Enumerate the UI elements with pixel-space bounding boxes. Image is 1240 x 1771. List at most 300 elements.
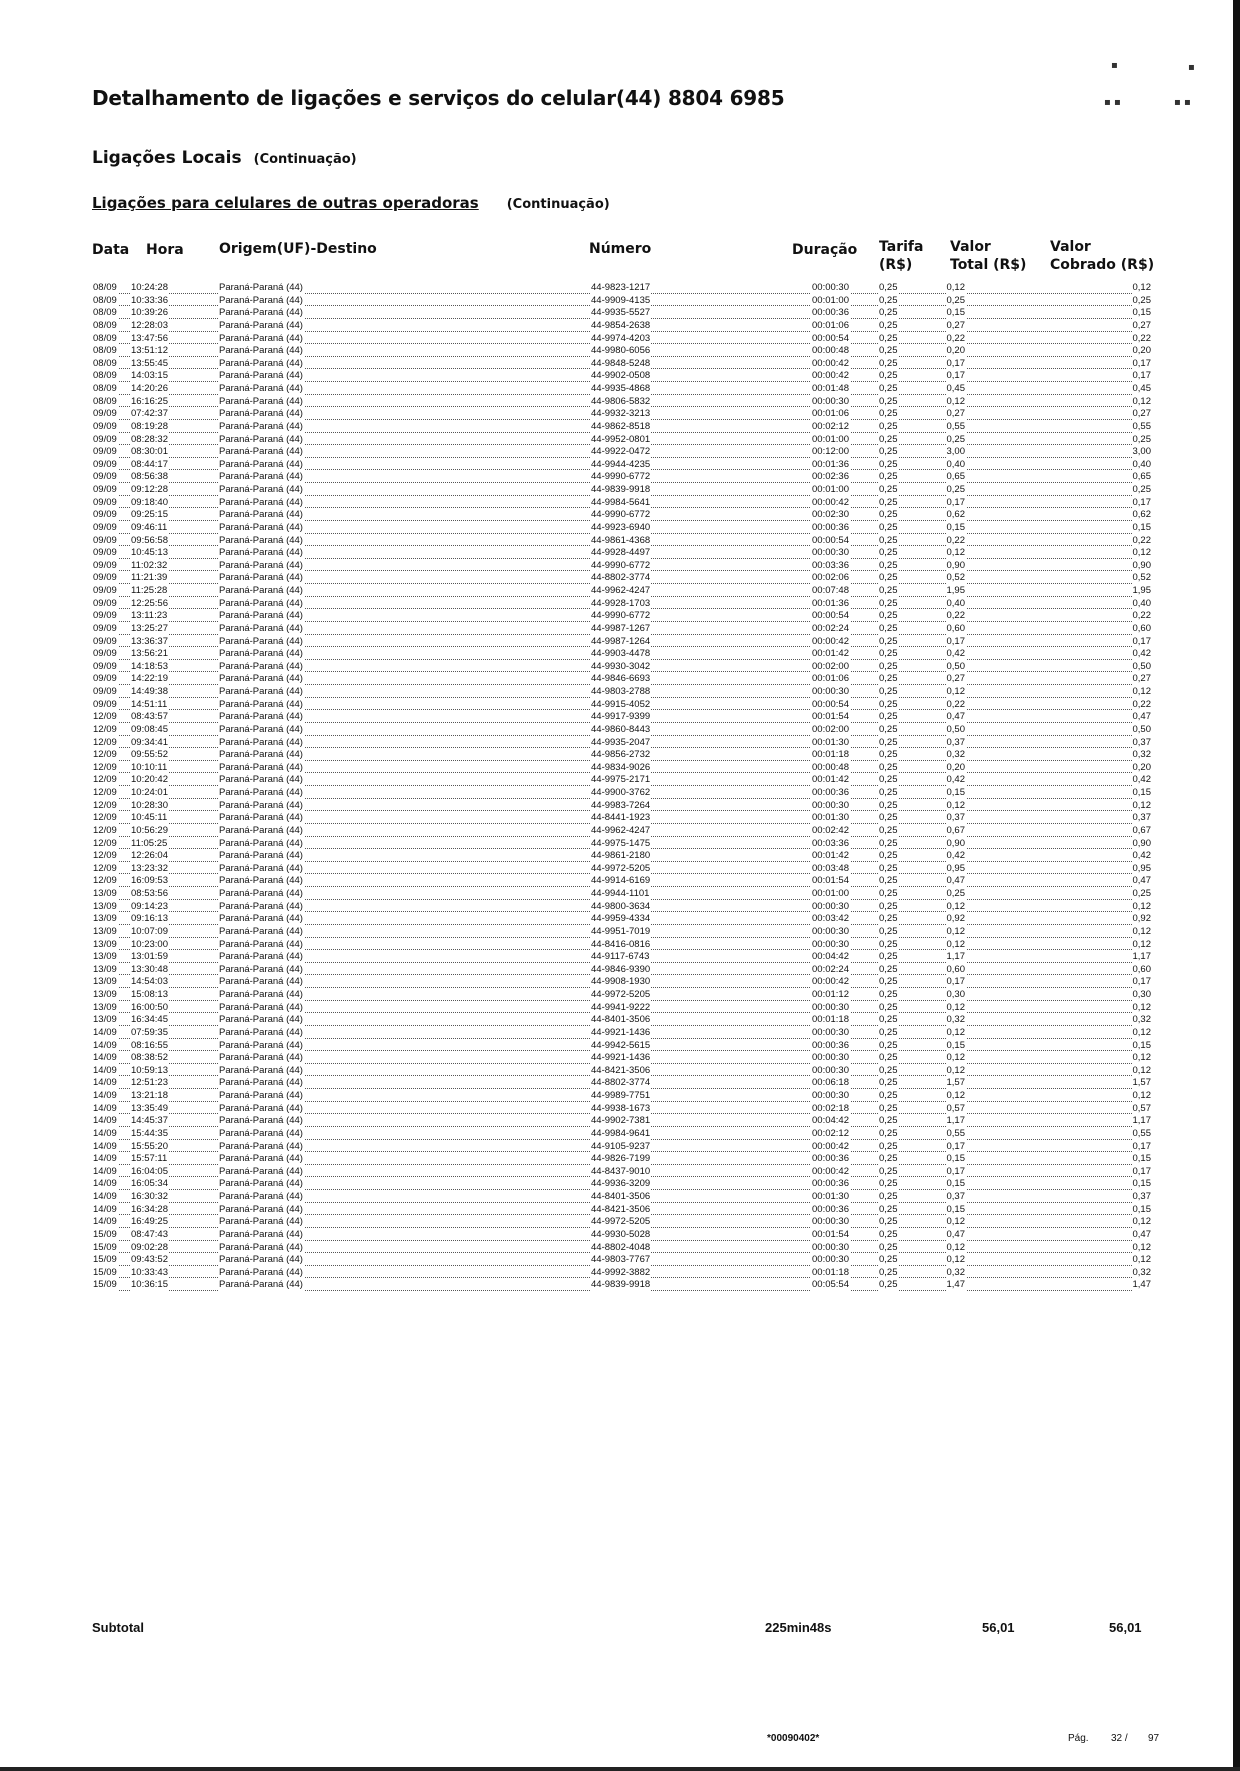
row-time: 13:11:23 — [131, 610, 168, 622]
row-origin: Paraná-Paraná (44) — [219, 989, 303, 1000]
row-total: 3,00 — [946, 446, 965, 458]
row-origin: Paraná-Paraná (44) — [219, 1165, 303, 1177]
row-date: 13/09 — [93, 976, 117, 988]
row-time: 10:45:13 — [131, 547, 168, 559]
row-number: 44-8421-3506 — [591, 1203, 651, 1215]
row-time: 11:21:39 — [131, 572, 168, 584]
row-total: 0,95 — [946, 862, 965, 874]
row-origin: Paraná-Paraná (44) — [219, 799, 303, 811]
row-origin: Paraná-Paraná (44) — [219, 585, 303, 596]
row-origin: Paraná-Paraná (44) — [219, 648, 303, 660]
row-rate: 0,25 — [879, 585, 898, 596]
row-charged: 0,50 — [1132, 660, 1151, 672]
row-rate: 0,25 — [879, 357, 898, 369]
table-row — [92, 1027, 1152, 1040]
row-charged: 0,45 — [1132, 383, 1151, 394]
row-origin: Paraná-Paraná (44) — [219, 408, 303, 420]
row-date: 08/09 — [93, 332, 117, 344]
row-origin: Paraná-Paraná (44) — [219, 1077, 303, 1089]
row-rate: 0,25 — [879, 572, 898, 584]
row-rate: 0,25 — [879, 307, 898, 319]
header-valor-total — [950, 238, 1026, 274]
row-charged: 0,15 — [1132, 787, 1151, 798]
header-data: Data — [92, 242, 130, 258]
table-row — [92, 850, 1152, 863]
row-rate: 0,25 — [879, 736, 898, 748]
table-row — [92, 1090, 1152, 1103]
row-time: 10:24:01 — [131, 787, 168, 798]
table-row — [92, 636, 1152, 649]
row-rate: 0,25 — [879, 660, 898, 672]
row-number: 44-9105-9237 — [591, 1140, 651, 1152]
header-valor-cobrado — [1050, 238, 1154, 274]
row-time: 08:19:28 — [131, 420, 168, 432]
row-origin: Paraná-Paraná (44) — [219, 282, 303, 293]
row-total: 1,17 — [946, 1115, 965, 1127]
row-number: 44-9803-2788 — [591, 686, 651, 697]
row-date: 14/09 — [93, 1077, 117, 1089]
row-number: 44-9908-1930 — [591, 976, 651, 988]
row-duration: 00:01:06 — [812, 673, 849, 685]
row-rate: 0,25 — [879, 1090, 898, 1101]
row-charged: 0,67 — [1132, 824, 1151, 836]
table-row — [92, 888, 1152, 901]
table-row — [92, 1052, 1152, 1065]
row-charged: 0,47 — [1132, 1228, 1151, 1240]
row-origin: Paraná-Paraná (44) — [219, 332, 303, 344]
row-rate: 0,25 — [879, 938, 898, 950]
row-date: 08/09 — [93, 370, 117, 382]
row-duration: 00:00:30 — [812, 1216, 849, 1228]
row-total: 0,32 — [946, 749, 965, 761]
row-number: 44-8441-1923 — [591, 812, 651, 824]
row-rate: 0,25 — [879, 749, 898, 761]
table-row — [92, 333, 1152, 346]
row-date: 08/09 — [93, 395, 117, 407]
table-row — [92, 762, 1152, 775]
row-total: 0,12 — [946, 686, 965, 697]
row-origin: Paraná-Paraná (44) — [219, 559, 303, 571]
table-row — [92, 383, 1152, 396]
row-date: 15/09 — [93, 1254, 117, 1266]
row-duration: 00:00:30 — [812, 900, 849, 912]
table-row — [92, 1229, 1152, 1242]
row-date: 09/09 — [93, 534, 117, 546]
row-duration: 00:00:30 — [812, 686, 849, 697]
row-time: 14:51:11 — [131, 698, 168, 710]
row-rate: 0,25 — [879, 471, 898, 483]
row-duration: 00:01:30 — [812, 1191, 849, 1202]
row-number: 44-9944-1101 — [591, 888, 650, 899]
row-number: 44-9980-6056 — [591, 345, 651, 357]
row-number: 44-8416-0816 — [591, 938, 651, 950]
table-row — [92, 1141, 1152, 1154]
row-charged: 0,12 — [1132, 1241, 1151, 1253]
row-rate: 0,25 — [879, 1228, 898, 1240]
row-origin: Paraná-Paraná (44) — [219, 774, 303, 786]
row-number: 44-9854-2638 — [591, 319, 651, 331]
row-total: 0,15 — [946, 521, 965, 533]
row-date: 12/09 — [93, 875, 117, 887]
row-number: 44-9972-5205 — [591, 989, 651, 1000]
row-total: 0,25 — [946, 484, 965, 495]
table-row — [92, 1002, 1152, 1015]
table-row — [92, 610, 1152, 623]
row-total: 0,12 — [946, 1001, 965, 1013]
row-rate: 0,25 — [879, 888, 898, 899]
row-number: 44-9941-9222 — [591, 1001, 651, 1013]
row-charged: 0,12 — [1132, 547, 1151, 559]
table-row — [92, 989, 1152, 1002]
row-origin: Paraná-Paraná (44) — [219, 1039, 303, 1051]
scan-marks: ▪ ▪ ▪ ▪ ▪ ▪ — [1104, 60, 1195, 108]
row-total: 0,22 — [946, 534, 965, 546]
table-row — [92, 1115, 1152, 1128]
row-date: 09/09 — [93, 420, 117, 432]
row-total: 1,47 — [946, 1279, 965, 1291]
row-charged: 0,20 — [1132, 345, 1151, 357]
scan-edge — [1233, 0, 1240, 1771]
row-charged: 0,12 — [1132, 1052, 1151, 1064]
row-rate: 0,25 — [879, 963, 898, 975]
row-total: 0,25 — [946, 294, 965, 306]
row-origin: Paraná-Paraná (44) — [219, 484, 303, 495]
row-origin: Paraná-Paraná (44) — [219, 446, 303, 458]
row-time: 16:49:25 — [131, 1216, 168, 1228]
document-title: Detalhamento de ligações e serviços do celular(44) 8804 6985 — [92, 86, 785, 110]
row-origin: Paraná-Paraná (44) — [219, 875, 303, 887]
row-time: 16:09:53 — [131, 875, 168, 887]
row-duration: 00:02:12 — [812, 420, 849, 432]
row-time: 12:51:23 — [131, 1077, 168, 1089]
row-time: 14:22:19 — [131, 673, 168, 685]
row-number: 44-9846-6693 — [591, 673, 651, 685]
row-duration: 00:02:36 — [812, 471, 849, 483]
row-date: 14/09 — [93, 1165, 117, 1177]
row-charged: 0,17 — [1132, 496, 1151, 508]
row-charged: 0,42 — [1132, 774, 1151, 786]
row-time: 16:16:25 — [131, 395, 168, 407]
row-duration: 00:01:30 — [812, 736, 849, 748]
row-time: 08:38:52 — [131, 1052, 168, 1064]
row-date: 12/09 — [93, 862, 117, 874]
row-duration: 00:01:18 — [812, 1266, 849, 1278]
row-total: 0,12 — [946, 1241, 965, 1253]
row-origin: Paraná-Paraná (44) — [219, 635, 303, 647]
row-charged: 0,37 — [1132, 1191, 1151, 1202]
row-date: 09/09 — [93, 635, 117, 647]
row-rate: 0,25 — [879, 862, 898, 874]
row-date: 14/09 — [93, 1026, 117, 1038]
table-row — [92, 1191, 1152, 1204]
row-time: 14:49:38 — [131, 686, 168, 697]
row-charged: 0,12 — [1132, 925, 1151, 937]
row-date: 09/09 — [93, 673, 117, 685]
row-duration: 00:00:42 — [812, 496, 849, 508]
table-row — [92, 1103, 1152, 1116]
footer-code: *00090402* — [767, 1733, 820, 1744]
row-time: 15:44:35 — [131, 1127, 168, 1139]
row-rate: 0,25 — [879, 1216, 898, 1228]
row-charged: 1,57 — [1132, 1077, 1151, 1089]
table-row — [92, 1065, 1152, 1078]
row-total: 0,15 — [946, 307, 965, 319]
row-duration: 00:00:36 — [812, 1178, 849, 1190]
subsection-title-text: Ligações para celulares de outras operadoras — [92, 194, 479, 212]
row-time: 10:45:11 — [131, 812, 168, 824]
row-origin: Paraná-Paraná (44) — [219, 787, 303, 798]
row-total: 0,90 — [946, 559, 965, 571]
row-time: 08:53:56 — [131, 888, 168, 899]
header-tarifa-line2: (R$) — [879, 257, 913, 273]
row-time: 13:35:49 — [131, 1102, 168, 1114]
table-row — [92, 1153, 1152, 1166]
row-total: 1,95 — [946, 585, 965, 596]
row-rate: 0,25 — [879, 989, 898, 1000]
row-origin: Paraná-Paraná (44) — [219, 572, 303, 584]
row-origin: Paraná-Paraná (44) — [219, 850, 303, 862]
row-total: 0,47 — [946, 875, 965, 887]
row-rate: 0,25 — [879, 1026, 898, 1038]
row-number: 44-9923-6940 — [591, 521, 651, 533]
table-row — [92, 446, 1152, 459]
row-total: 0,27 — [946, 673, 965, 685]
row-rate: 0,25 — [879, 622, 898, 634]
row-rate: 0,25 — [879, 774, 898, 786]
row-number: 44-8421-3506 — [591, 1064, 651, 1076]
table-row — [92, 737, 1152, 750]
row-charged: 0,37 — [1132, 812, 1151, 824]
row-total: 0,17 — [946, 357, 965, 369]
table-row — [92, 434, 1152, 447]
row-charged: 0,40 — [1132, 458, 1151, 470]
row-total: 0,32 — [946, 1266, 965, 1278]
row-origin: Paraná-Paraná (44) — [219, 1178, 303, 1190]
row-time: 08:16:55 — [131, 1039, 168, 1051]
row-date: 14/09 — [93, 1052, 117, 1064]
row-origin: Paraná-Paraná (44) — [219, 824, 303, 836]
table-row — [92, 1267, 1152, 1280]
row-duration: 00:00:30 — [812, 395, 849, 407]
row-time: 11:02:32 — [131, 559, 168, 571]
row-number: 44-9932-3213 — [591, 408, 651, 420]
table-row — [92, 572, 1152, 585]
row-origin: Paraná-Paraná (44) — [219, 673, 303, 685]
section-title-text: Ligações Locais — [92, 148, 242, 168]
row-date: 14/09 — [93, 1216, 117, 1228]
row-number: 44-9972-5205 — [591, 1216, 651, 1228]
row-time: 13:25:27 — [131, 622, 168, 634]
row-origin: Paraná-Paraná (44) — [219, 1266, 303, 1278]
row-rate: 0,25 — [879, 925, 898, 937]
row-duration: 00:03:42 — [812, 913, 849, 925]
row-time: 10:20:42 — [131, 774, 168, 786]
table-row — [92, 976, 1152, 989]
row-time: 13:21:18 — [131, 1090, 168, 1101]
row-duration: 00:02:00 — [812, 660, 849, 672]
table-row — [92, 1242, 1152, 1255]
row-duration: 00:01:54 — [812, 1228, 849, 1240]
row-number: 44-9935-5527 — [591, 307, 651, 319]
row-total: 0,20 — [946, 345, 965, 357]
row-date: 14/09 — [93, 1090, 117, 1101]
row-date: 12/09 — [93, 812, 117, 824]
row-time: 14:03:15 — [131, 370, 168, 382]
row-rate: 0,25 — [879, 711, 898, 723]
row-date: 09/09 — [93, 408, 117, 420]
row-charged: 0,12 — [1132, 1090, 1151, 1101]
row-charged: 0,15 — [1132, 1203, 1151, 1215]
row-number: 44-9962-4247 — [591, 824, 651, 836]
row-charged: 0,32 — [1132, 1014, 1151, 1026]
row-date: 13/09 — [93, 925, 117, 937]
table-row — [92, 1204, 1152, 1217]
row-duration: 00:00:54 — [812, 610, 849, 622]
row-date: 09/09 — [93, 496, 117, 508]
row-rate: 0,25 — [879, 597, 898, 609]
row-number: 44-9938-1673 — [591, 1102, 651, 1114]
row-time: 07:59:35 — [131, 1026, 168, 1038]
row-total: 0,55 — [946, 420, 965, 432]
row-origin: Paraná-Paraná (44) — [219, 749, 303, 761]
row-time: 16:34:45 — [131, 1014, 168, 1026]
row-rate: 0,25 — [879, 509, 898, 521]
row-rate: 0,25 — [879, 1001, 898, 1013]
row-origin: Paraná-Paraná (44) — [219, 1191, 303, 1202]
row-rate: 0,25 — [879, 799, 898, 811]
row-number: 44-9848-5248 — [591, 357, 651, 369]
row-charged: 0,27 — [1132, 408, 1151, 420]
row-rate: 0,25 — [879, 1191, 898, 1202]
row-number: 44-9936-3209 — [591, 1178, 651, 1190]
row-time: 15:55:20 — [131, 1140, 168, 1152]
row-total: 0,12 — [946, 547, 965, 559]
row-time: 16:04:05 — [131, 1165, 168, 1177]
row-charged: 0,17 — [1132, 635, 1151, 647]
row-charged: 0,12 — [1132, 1001, 1151, 1013]
header-numero: Número — [589, 241, 652, 257]
row-total: 0,50 — [946, 660, 965, 672]
row-total: 0,92 — [946, 913, 965, 925]
row-total: 0,15 — [946, 1178, 965, 1190]
row-number: 44-9914-6169 — [591, 875, 651, 887]
row-number: 44-9861-4368 — [591, 534, 651, 546]
table-row — [92, 471, 1152, 484]
row-charged: 0,12 — [1132, 938, 1151, 950]
table-row — [92, 1077, 1152, 1090]
row-date: 14/09 — [93, 1115, 117, 1127]
row-number: 44-9930-5028 — [591, 1228, 651, 1240]
row-number: 44-9856-2732 — [591, 749, 651, 761]
row-origin: Paraná-Paraná (44) — [219, 812, 303, 824]
row-duration: 00:01:00 — [812, 888, 849, 899]
row-time: 10:10:11 — [131, 761, 168, 773]
table-row — [92, 875, 1152, 888]
row-time: 09:12:28 — [131, 484, 168, 495]
row-number: 44-9975-2171 — [591, 774, 651, 786]
row-rate: 0,25 — [879, 395, 898, 407]
row-origin: Paraná-Paraná (44) — [219, 534, 303, 546]
row-rate: 0,25 — [879, 1039, 898, 1051]
row-origin: Paraná-Paraná (44) — [219, 1014, 303, 1026]
row-duration: 00:01:06 — [812, 408, 849, 420]
table-row — [92, 345, 1152, 358]
row-number: 44-9942-5615 — [591, 1039, 651, 1051]
row-rate: 0,25 — [879, 976, 898, 988]
row-total: 0,22 — [946, 332, 965, 344]
row-number: 44-9951-7019 — [591, 925, 651, 937]
row-date: 13/09 — [93, 963, 117, 975]
row-total: 0,15 — [946, 1203, 965, 1215]
row-origin: Paraná-Paraná (44) — [219, 862, 303, 874]
row-duration: 00:02:12 — [812, 1127, 849, 1139]
row-total: 0,90 — [946, 837, 965, 849]
row-time: 10:24:28 — [131, 282, 168, 293]
row-time: 14:18:53 — [131, 660, 168, 672]
row-time: 08:44:17 — [131, 458, 168, 470]
row-origin: Paraná-Paraná (44) — [219, 471, 303, 483]
row-rate: 0,25 — [879, 837, 898, 849]
row-rate: 0,25 — [879, 446, 898, 458]
row-time: 14:20:26 — [131, 383, 168, 394]
row-charged: 0,25 — [1132, 294, 1151, 306]
row-duration: 00:00:30 — [812, 1090, 849, 1101]
row-date: 09/09 — [93, 458, 117, 470]
row-rate: 0,25 — [879, 496, 898, 508]
row-total: 0,52 — [946, 572, 965, 584]
row-rate: 0,25 — [879, 345, 898, 357]
row-time: 09:14:23 — [131, 900, 168, 912]
row-duration: 00:03:36 — [812, 559, 849, 571]
row-date: 08/09 — [93, 282, 117, 293]
row-time: 09:34:41 — [131, 736, 168, 748]
row-rate: 0,25 — [879, 1140, 898, 1152]
row-number: 44-9803-7767 — [591, 1254, 651, 1266]
table-row — [92, 484, 1152, 497]
table-row — [92, 661, 1152, 674]
row-origin: Paraná-Paraná (44) — [219, 547, 303, 559]
row-time: 13:55:45 — [131, 357, 168, 369]
row-origin: Paraná-Paraná (44) — [219, 433, 303, 445]
row-number: 44-9990-6772 — [591, 471, 651, 483]
row-number: 44-9921-1436 — [591, 1052, 651, 1064]
row-origin: Paraná-Paraná (44) — [219, 1254, 303, 1266]
row-rate: 0,25 — [879, 850, 898, 862]
row-rate: 0,25 — [879, 484, 898, 495]
row-number: 44-9902-7381 — [591, 1115, 651, 1127]
row-time: 13:01:59 — [131, 951, 168, 963]
row-rate: 0,25 — [879, 420, 898, 432]
table-row — [92, 1254, 1152, 1267]
row-origin: Paraná-Paraná (44) — [219, 1279, 303, 1291]
row-date: 08/09 — [93, 294, 117, 306]
row-duration: 00:00:36 — [812, 787, 849, 798]
scan-edge-bottom — [0, 1767, 1240, 1771]
row-charged: 0,32 — [1132, 1266, 1151, 1278]
row-rate: 0,25 — [879, 1241, 898, 1253]
table-row — [92, 863, 1152, 876]
row-charged: 0,22 — [1132, 332, 1151, 344]
table-row — [92, 749, 1152, 762]
row-total: 0,17 — [946, 370, 965, 382]
row-total: 0,12 — [946, 395, 965, 407]
row-total: 0,22 — [946, 610, 965, 622]
row-rate: 0,25 — [879, 1052, 898, 1064]
row-origin: Paraná-Paraná (44) — [219, 711, 303, 723]
row-rate: 0,25 — [879, 1165, 898, 1177]
row-rate: 0,25 — [879, 951, 898, 963]
row-time: 09:02:28 — [131, 1241, 168, 1253]
